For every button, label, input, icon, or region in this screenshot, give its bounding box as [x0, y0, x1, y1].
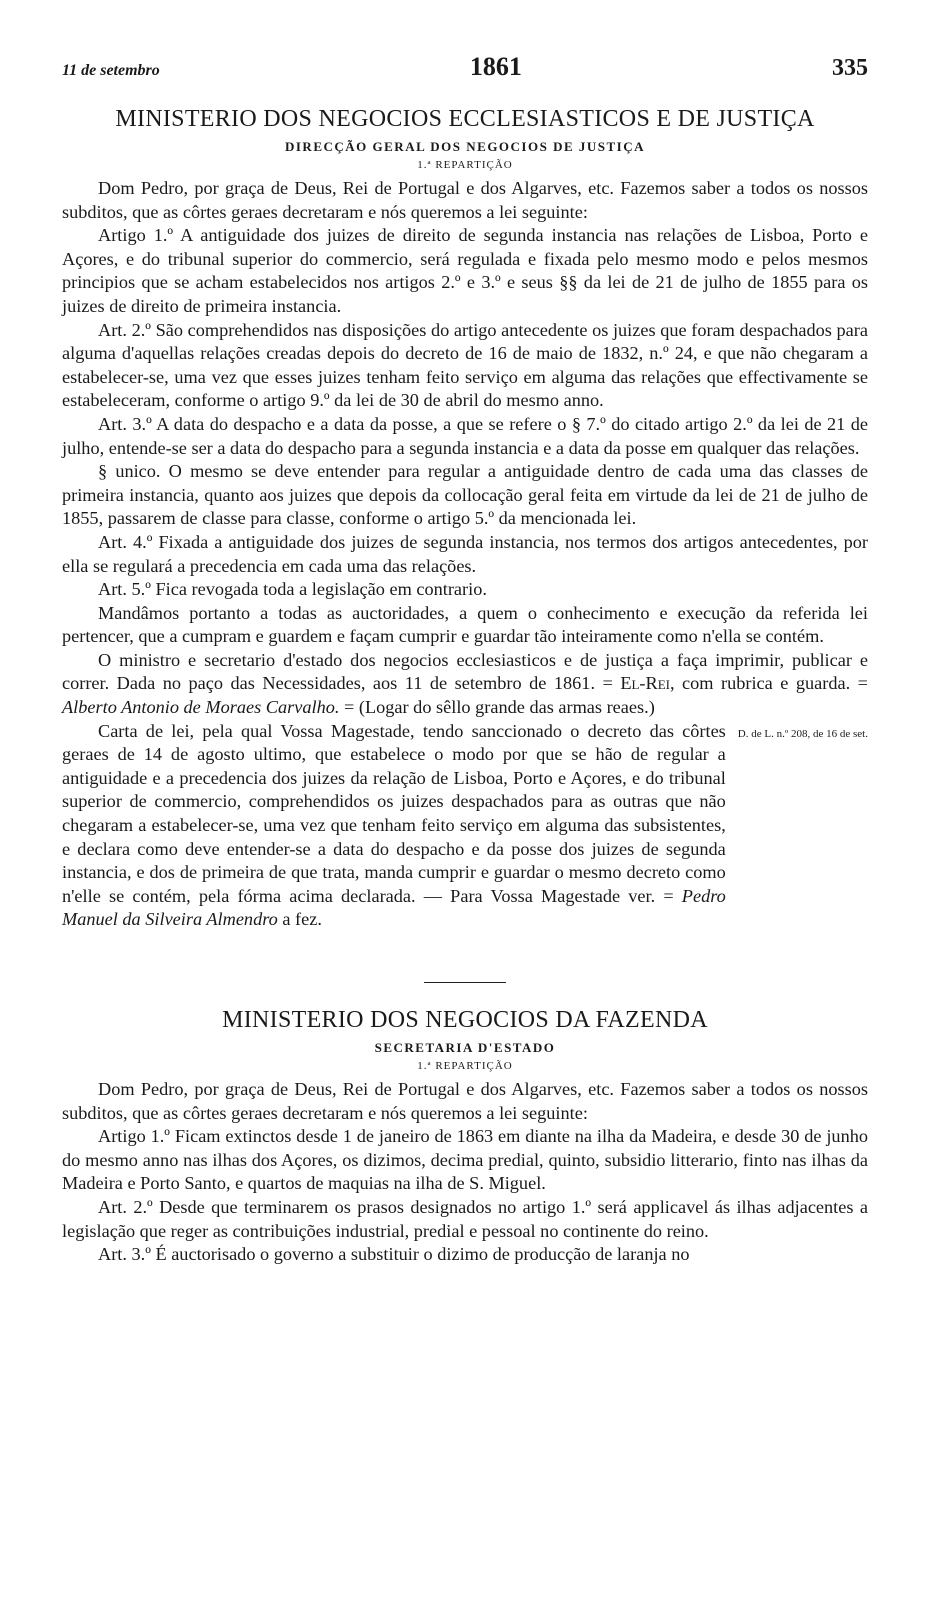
direction-title: DIRECÇÃO GERAL DOS NEGOCIOS DE JUSTIÇA — [284, 139, 646, 154]
article-2: Art. 2.º São comprehendidos nas disposições do artigo antecedente os juizes que foram despachados para alguma d'aquellas relações creadas depois do decreto de 16 de maio de 1832, n.º 24, e que não chegaram a estabelecer-se, uma vez que esses juizes tenham feito serviço em alguma das relações que effectivamente se estabeleceram, conforme o artigo 9.º da lei de 30 de abril do mesmo anno. — [62, 319, 868, 411]
direction-title: SECRETARIA D'ESTADO — [374, 1040, 556, 1055]
article-4: Art. 4.º Fixada a antiguidade dos juizes de segunda instancia, nos termos dos artigos antecedentes, por ella se regulará a precedencia em cada uma das relações. — [62, 531, 868, 576]
article-2: Art. 2.º Desde que terminarem os prasos designados no artigo 1.º será applicavel ás ilhas adjacentes a legislação que reger as contribuições industrial, predial e pessoal no continente do reino. — [62, 1196, 868, 1241]
article-3: Art. 3.º É auctorisado o governo a substituir o dizimo de producção de laranja no — [98, 1244, 690, 1265]
paragraph: Dom Pedro, por graça de Deus, Rei de Portugal e dos Algarves, etc. Fazemos saber a todos os nossos subditos, que as côrtes geraes decretaram e nós queremos a lei seguinte: — [62, 1079, 868, 1123]
section-justica — [62, 106, 868, 932]
signatory: Alberto Antonio de Moraes Carvalho. — [62, 697, 340, 718]
author-name: Pedro Manuel da Silveira Almendro — [62, 885, 726, 930]
paragraph-unico: § unico. O mesmo se deve entender para regular a antiguidade dentro de cada uma das classes de primeira instancia, quanto aos juizes que depois da collocação geral feita em virtude da lei de 21 de julho de 1855, passarem de classe para classe, conforme o artigo 5.º da mencionada lei. — [62, 461, 868, 529]
article-1: Artigo 1.º Ficam extinctos desde 1 de janeiro de 1863 em diante na ilha da Madeira, e desde 30 de junho do mesmo anno nas ilhas dos Açores, os dizimos, decima predial, quinto, subsidio litterario, finto nas ilhas da Madeira e Porto Santo, e quartos de maquias na ilha de S. Miguel. — [62, 1126, 868, 1194]
repartition-label: 1.ª REPARTIÇÃO — [417, 159, 513, 171]
source-reference: D. de L. n.º 208, de 16 de set. — [737, 727, 868, 740]
carta-de-lei: Carta de lei, pela qual Vossa Magestade, tendo sanccionado o decreto das côrtes geraes de 14 de agosto ultimo, que estabelece o modo por que se hão de regular a antiguidade e a precedencia dos juizes da relação de Lisboa, Porto e Açores, e do tribunal superior de commercio, comprehendidos os juizes despachados para as outras que não chegaram a estabelecer-se, uma vez que tenham feito serviço em alguma das subsistentes, e declara como deve entender-se a data do despacho e da posse dos juizes de segunda instancia, e dos de primeira de que trata, manda cumprir e guardar o mesmo decreto como n'elle se contém, pela fórma acima declarada. — Para Vossa Magestade ver. = Pedro Manuel da Silveira Almendro a fez. D. de L. n.º 208, de 16 de set. — [62, 720, 868, 930]
article-1: Artigo 1.º A antiguidade dos juizes de direito de segunda instancia nas relações de Lisboa, Porto e Açores, e do tribunal superior do commercio, será regulada e fixada pelo mesmo modo e pelos mesmos principios que se acham estabelecidos nos artigos 2.º e 3.º e seus §§ da lei de 21 de julho de 1855 para os juizes de direito de primeira instancia. — [62, 225, 868, 316]
section-fazenda — [62, 1007, 868, 1267]
ministry-title: MINISTERIO DOS NEGOCIOS ECCLESIASTICOS E DE JUSTIÇA — [115, 106, 815, 132]
header-year: 1861 — [469, 52, 522, 81]
header-date: 11 de setembro — [62, 62, 160, 79]
paragraph: Dom Pedro, por graça de Deus, Rei de Portugal e dos Algarves, etc. Fazemos saber a todos os nossos subditos, que as côrtes geraes decretaram e nós queremos a lei seguinte: — [62, 178, 868, 222]
ministry-title: MINISTERIO DOS NEGOCIOS DA FAZENDA — [222, 1007, 708, 1033]
repartition-label: 1.ª REPARTIÇÃO — [417, 1060, 513, 1072]
paragraph-dada: O ministro e secretario d'estado dos negocios ecclesiasticos e de justiça a faça imprimir, publicar e correr. Dada no paço das Necessidades, aos 11 de setembro de 1861. = El-Rei, com rubrica e guarda. = Alberto Antonio de Moraes Carvalho. = (Logar do sêllo grande das armas reaes.) — [62, 649, 868, 718]
document-page — [62, 52, 868, 1267]
section-divider — [424, 982, 506, 983]
article-5: Art. 5.º Fica revogada toda a legislação em contrario. — [98, 579, 487, 600]
el-rei: El-Rei — [620, 673, 670, 694]
page-number: 335 — [831, 55, 868, 81]
page-header — [62, 52, 868, 92]
article-3: Art. 3.º A data do despacho e a data da posse, a que se refere o § 7.º do citado artigo 2.º da lei de 21 de julho, entende-se ser a data do despacho para a segunda instancia e a data da posse em qualquer das relações. — [62, 413, 868, 458]
paragraph: Mandâmos portanto a todas as auctoridades, a quem o conhecimento e execução da referida lei pertencer, que a cumpram e guardem e façam cumprir e guardar tão inteiramente como n'ella se contém. — [62, 602, 868, 647]
